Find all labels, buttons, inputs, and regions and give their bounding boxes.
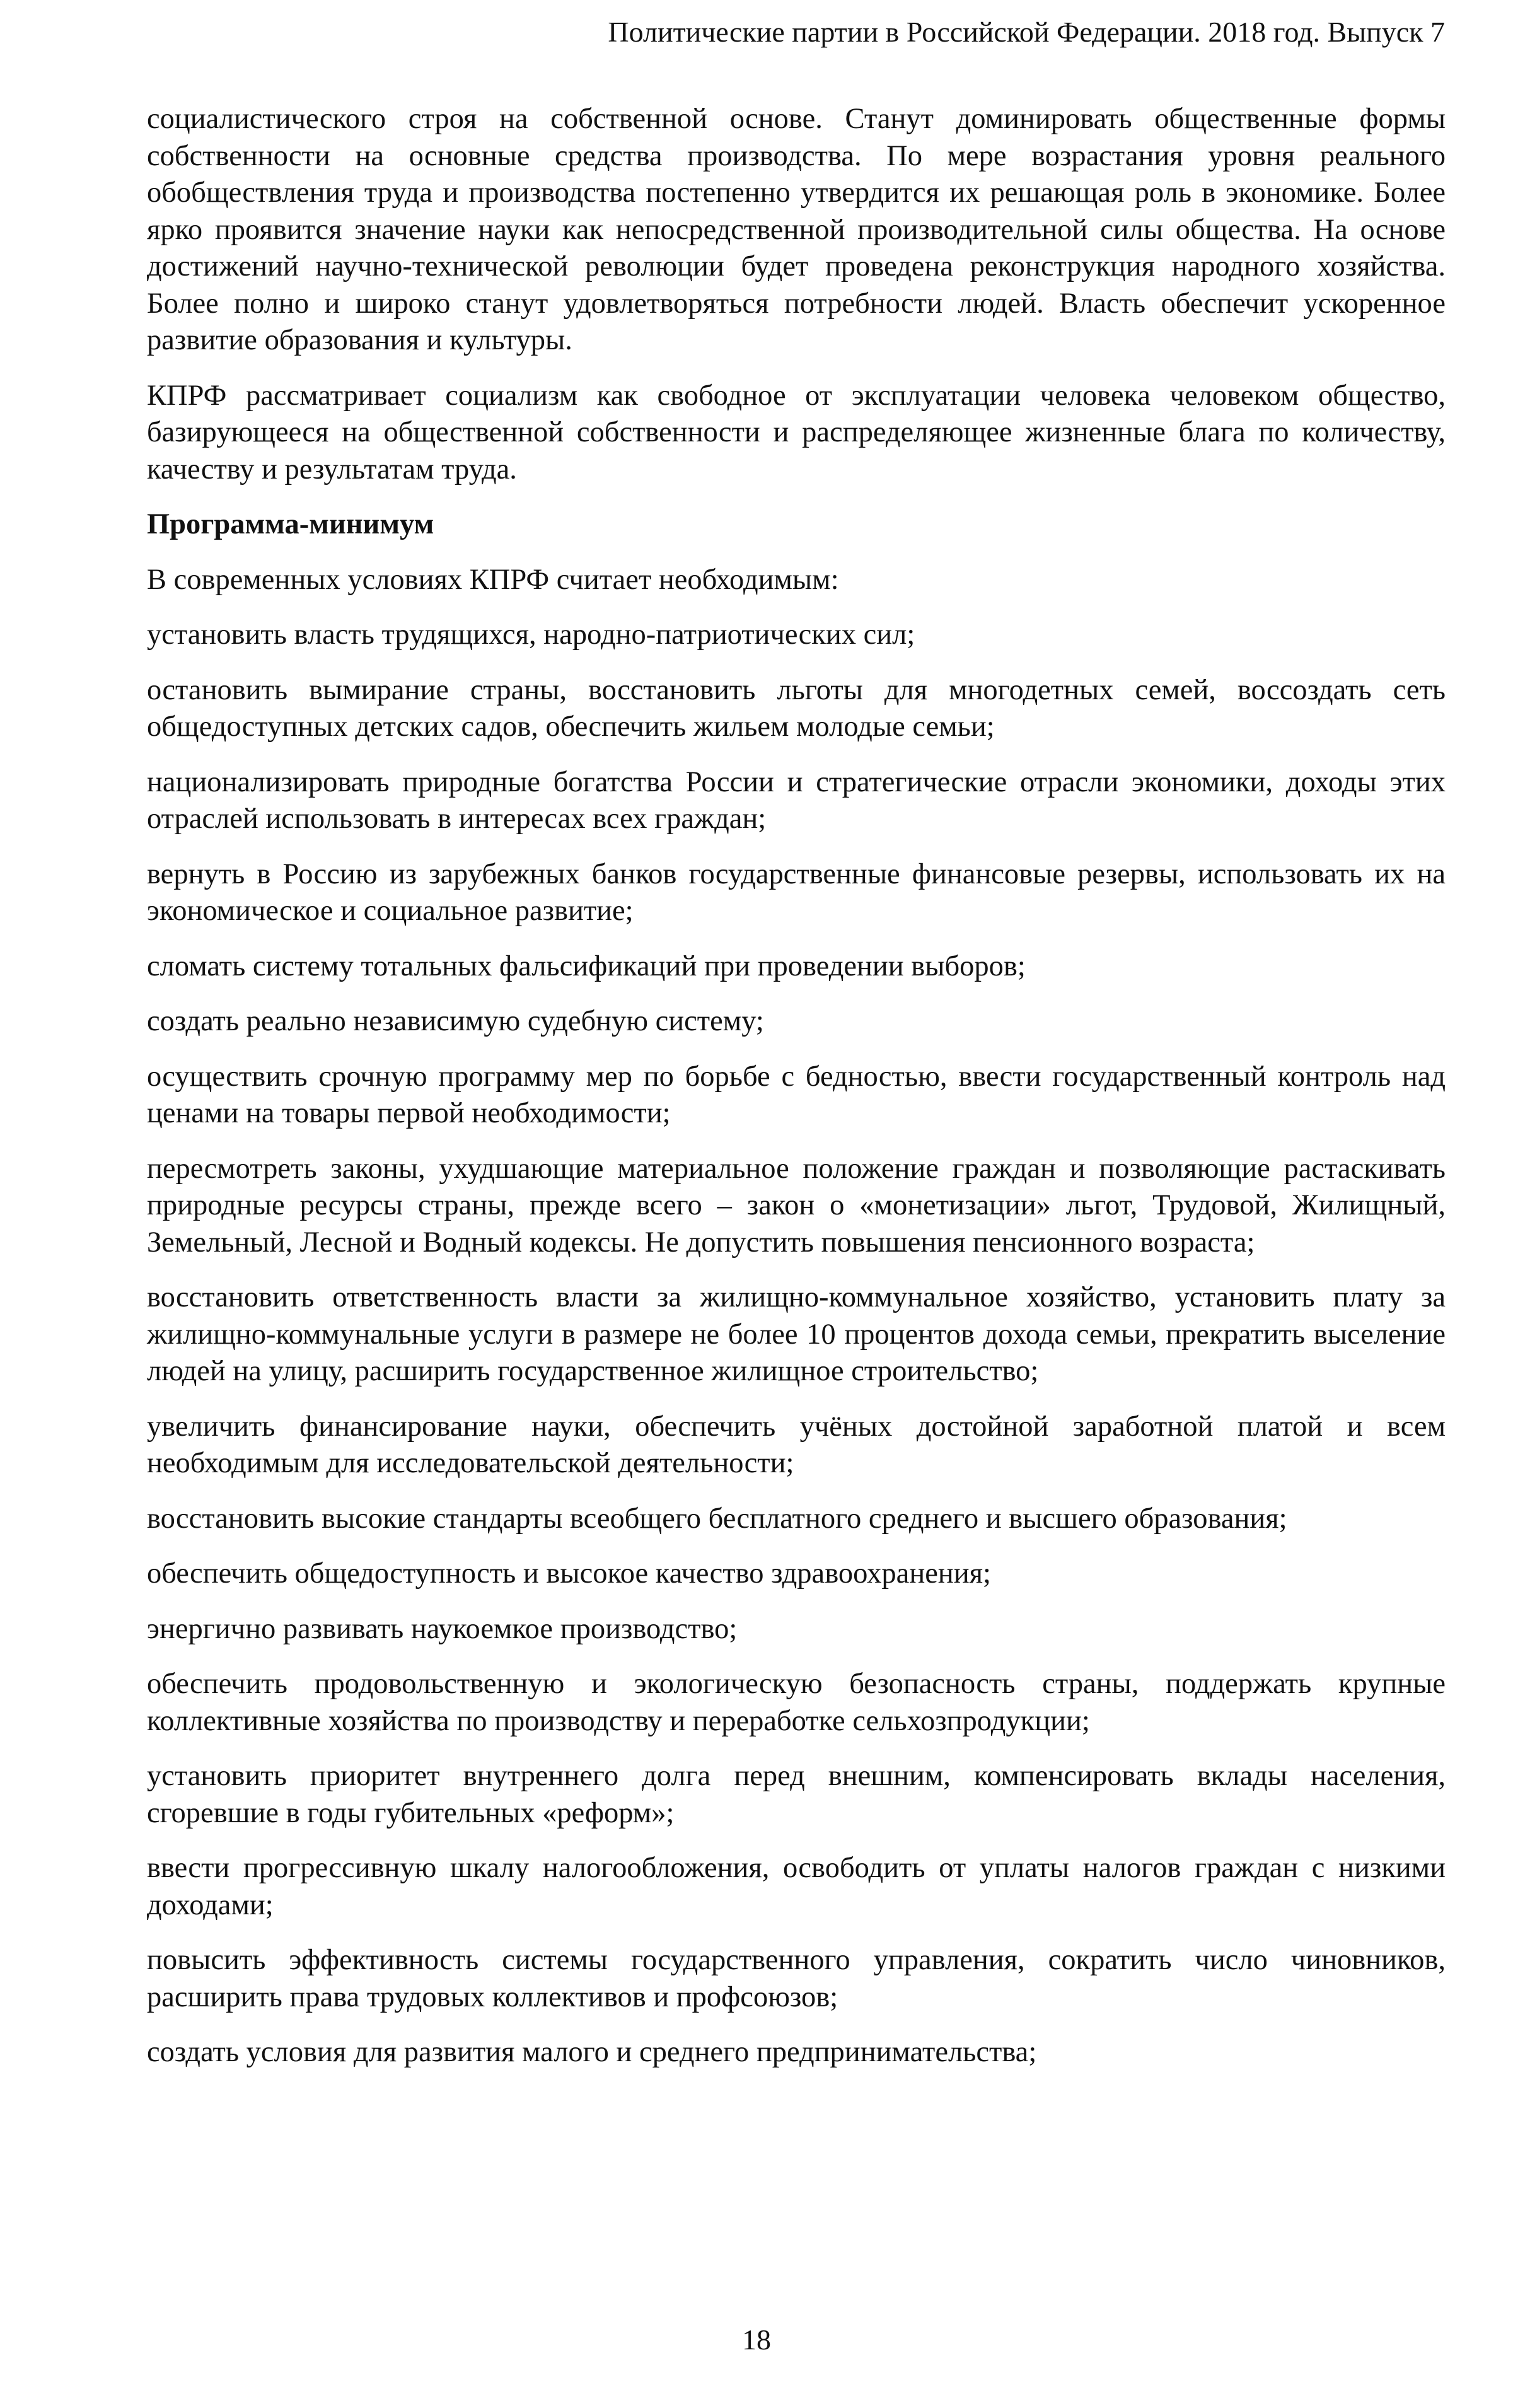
- program-item: сломать систему тотальных фальсификаций при проведении выборов;: [147, 950, 1026, 982]
- program-item: осуществить срочную программу мер по борьбе с бедностью, ввести государственный контроль над ценами на товары первой необходимости;: [147, 1060, 1446, 1129]
- program-item: создать условия для развития малого и среднего предпринимательства;: [147, 2036, 1037, 2068]
- program-item: обеспечить общедоступность и высокое качество здравоохранения;: [147, 1557, 991, 1590]
- paragraph: КПРФ рассматривает социализм как свободное от эксплуатации человека человеком общество, базирующееся на общественной собственности и распределяющее жизненные блага по количеству, качеству и результатам труда.: [147, 379, 1446, 486]
- paragraph: социалистического строя на собственной основе. Станут доминировать общественные формы собственности на основные средства производства. По мере возрастания уровня реального обобществления труда и производства постепенно утвердится их решающая роль в экономике. Более ярко проявится значение науки как непосредственной производительной силы общества. На основе достижений научно-технической революции будет проведена реконструкция народного хозяйства. Более полно и широко станут удовлетворяться потребности людей. Власть обеспечит ускоренное развитие образования и культуры.: [147, 103, 1446, 356]
- program-item: пересмотреть законы, ухудшающие материальное положение граждан и позволяющие растаскивать природные ресурсы страны, прежде всего – закон о «монетизации» льгот, Трудовой, Жилищный, Земельный, Лесной и Водный кодексы. Не допустить повышения пенсионного возраста;: [147, 1152, 1446, 1259]
- program-items-list: [147, 617, 1446, 2071]
- program-item: обеспечить продовольственную и экологическую безопасность страны, поддержать крупные коллективные хозяйства по производству и переработке сельхозпродукции;: [147, 1668, 1446, 1737]
- running-header: Политические партии в Российской Федерации. 2018 год. Выпуск 7: [608, 16, 1445, 48]
- program-item: установить власть трудящихся, народно-патриотических сил;: [147, 619, 915, 651]
- program-item: национализировать природные богатства России и стратегические отрасли экономики, доходы этих отраслей использовать в интересах всех граждан;: [147, 765, 1446, 835]
- program-item: ввести прогрессивную шкалу налогообложения, освободить от уплаты налогов граждан с низкими доходами;: [147, 1852, 1446, 1921]
- document-body: [147, 101, 1446, 2090]
- program-item: восстановить ответственность власти за жилищно-коммунальное хозяйство, установить плату за жилищно-коммунальные услуги в размере не более 10 процентов дохода семьи, прекратить выселение людей на улицу, расширить государственное жилищное строительство;: [147, 1281, 1446, 1387]
- section-heading: Программа-минимум: [147, 508, 434, 540]
- program-item: создать реально независимую судебную систему;: [147, 1005, 764, 1037]
- section-lead: В современных условиях КПРФ считает необходимым:: [147, 563, 839, 596]
- program-item: остановить вымирание страны, восстановить льготы для многодетных семей, воссоздать сеть общедоступных детских садов, обеспечить жильем молодые семьи;: [147, 673, 1446, 743]
- program-item: вернуть в Россию из зарубежных банков государственные финансовые резервы, использовать их на экономическое и социальное развитие;: [147, 858, 1446, 927]
- page-number: 18: [742, 2324, 771, 2356]
- program-item: восстановить высокие стандарты всеобщего бесплатного среднего и высшего образования;: [147, 1502, 1287, 1535]
- program-item: повысить эффективность системы государственного управления, сократить число чиновников, расширить права трудовых коллективов и профсоюзов;: [147, 1944, 1446, 2013]
- program-item: увеличить финансирование науки, обеспечить учёных достойной заработной платой и всем необходимым для исследовательской деятельности;: [147, 1410, 1446, 1479]
- program-item: установить приоритет внутреннего долга перед внешним, компенсировать вклады населения, сгоревшие в годы губительных «реформ»;: [147, 1760, 1446, 1829]
- program-item: энергично развивать наукоемкое производство;: [147, 1612, 738, 1645]
